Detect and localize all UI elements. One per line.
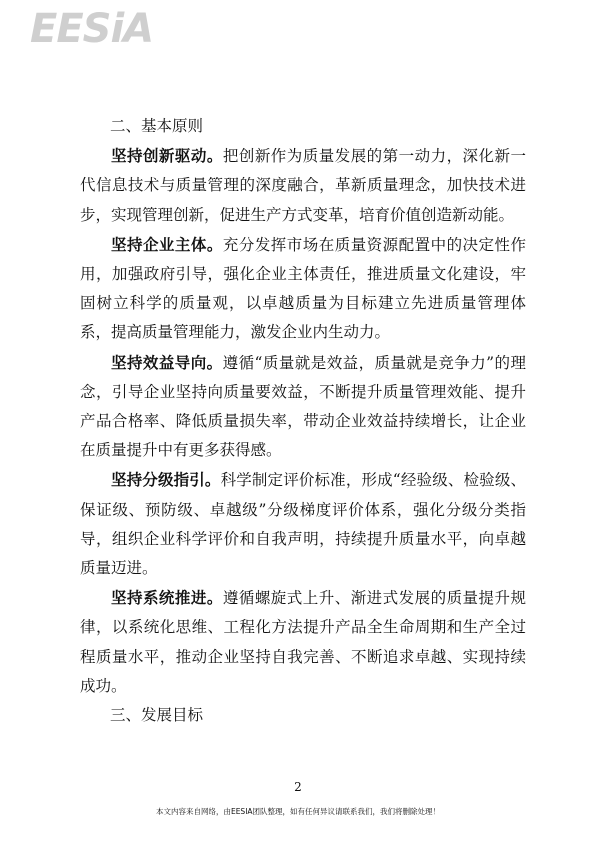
document-body xyxy=(80,112,526,730)
principle-lead: 坚持效益导向。 xyxy=(111,352,223,372)
section-heading-goals: 三、发展目标 xyxy=(110,706,204,725)
principle-paragraph xyxy=(80,348,526,466)
principle-text: 把创新作为质量发展的第一动力，深化新一代信息技术与质量管理的深度融合，革新质量理念，加快技术进步，实现管理创新，促进生产方式变革，培育价值创造新动能。 xyxy=(80,147,526,224)
section-heading-principles: 二、基本原则 xyxy=(110,117,204,135)
principle-text: 遵循螺旋式上升、渐进式发展的质量提升规律，以系统化思维、工程化方法提升产品全生命周期和生产全过程质量水平，推动企业坚持自我完善、不断追求卓越、实现持续成功。 xyxy=(80,589,526,695)
principle-paragraph xyxy=(80,583,526,701)
eesia-logo: EESiA xyxy=(30,6,154,52)
footer-note: 本文内容来自网络，由EESIA团队整理，如有任何异议请联系我们，我们将删除处理！ xyxy=(155,807,441,816)
principle-lead: 坚持分级指引。 xyxy=(111,470,221,490)
principle-text: 科学制定评价标准，形成“经验级、检验级、保证级、预防级、卓越级”分级梯度评价体系，强化分级分类指导，组织企业科学评价和自我声明，持续提升质量水平，向卓越质量迈进。 xyxy=(80,471,526,578)
principle-lead: 坚持系统推进。 xyxy=(111,588,223,608)
principle-paragraph xyxy=(80,230,526,348)
principle-lead: 坚持企业主体。 xyxy=(111,234,223,254)
principle-paragraph xyxy=(80,141,526,230)
principle-paragraph xyxy=(80,465,526,583)
page-number: 2 xyxy=(294,780,302,794)
principle-lead: 坚持创新驱动。 xyxy=(111,146,223,166)
principle-text: 遵循“质量就是效益，质量就是竞争力”的理念，引导企业坚持向质量要效益，不断提升质量管理效能、提升产品合格率、降低质量损失率，带动企业效益持续增长，让企业在质量提升中有更多获得感。 xyxy=(80,353,526,460)
principle-text: 充分发挥市场在质量资源配置中的决定性作用，加强政府引导，强化企业主体责任，推进质量文化建设，牢固树立科学的质量观，以卓越质量为目标建立先进质量管理体系，提高质量管理能力，激发企业内生动力。 xyxy=(80,235,526,342)
